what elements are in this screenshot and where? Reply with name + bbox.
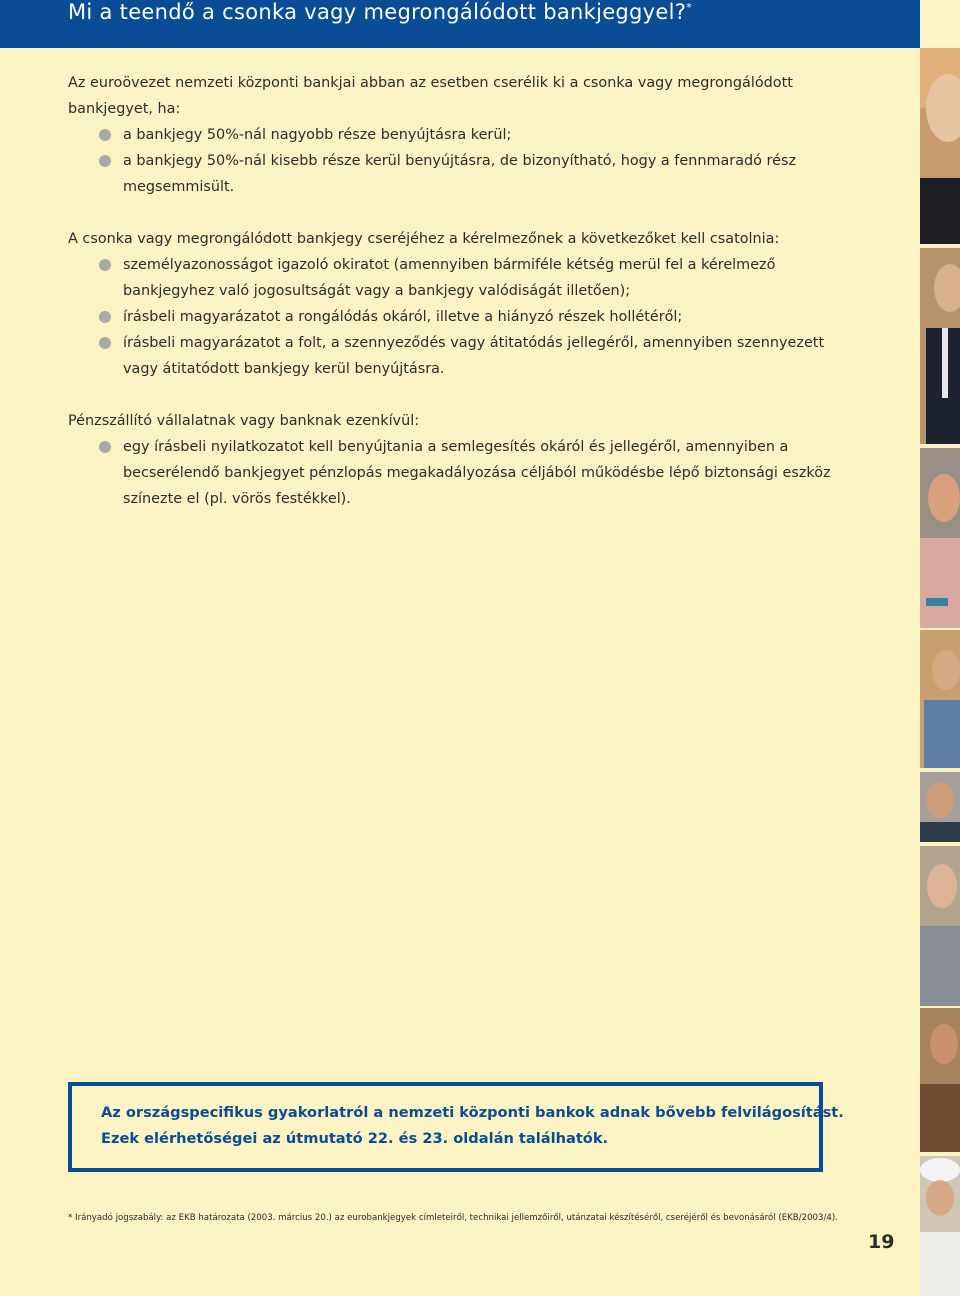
- list-item: személyazonosságot igazoló okiratot (amennyiben bármiféle kétség merül fel a kérelmező bankjegyhez való jogosultságát vagy a bankjegy valódiságát illetően);: [68, 252, 838, 304]
- bullet-icon: [99, 155, 111, 167]
- main-content: [68, 70, 838, 512]
- photo-young-woman: [920, 846, 960, 1006]
- footnote: * Irányadó jogszabály: az EKB határozata (2003. március 20.) az eurobankjegyek címleteiről, technikai jellemzőiről, utánzatai készítéséről, cseréjéről és bevonásáról (EKB/2003/4).: [68, 1213, 838, 1223]
- bullet-list: [68, 252, 838, 382]
- info-callout-box: [68, 1082, 844, 1172]
- bullet-list: [68, 434, 838, 512]
- photo-woman-smiling: [920, 48, 960, 244]
- callout-text-line-1: Az országspecifikus gyakorlatról a nemzeti központi bankok adnak bővebb felvilágosítást.: [101, 1104, 844, 1121]
- photo-man-in-suit: [920, 248, 960, 444]
- list-item: a bankjegy 50%-nál nagyobb része benyújtásra kerül;: [68, 122, 838, 148]
- bullet-icon: [99, 259, 111, 271]
- page-title: Mi a teendő a csonka vagy megrongálódott bankjeggyel?*: [68, 0, 693, 24]
- callout-text-line-2: Ezek elérhetőségei az útmutató 22. és 23. oldalán találhatók.: [101, 1130, 609, 1147]
- photo-strip: [920, 48, 960, 1296]
- photo-woman-at-counter: [920, 448, 960, 628]
- footnote-marker: *: [686, 1, 693, 14]
- photo-smiling-man: [920, 772, 960, 842]
- page-number: 19: [868, 1231, 895, 1253]
- photo-baker: [920, 1156, 960, 1296]
- bullet-list: [68, 122, 838, 200]
- list-item: egy írásbeli nyilatkozatot kell benyújtania a semlegesítés okáról és jellegéről, amennyiben a becserélendő bankjegyet pénzlopás megakadályozása céljából működésbe lépő biztonsági eszköz színezte el (pl. vörös festékkel).: [68, 434, 838, 512]
- bullet-icon: [99, 441, 111, 453]
- section-intro: Az euroövezet nemzeti központi bankjai abban az esetben cserélik ki a csonka vagy megrongálódott bankjegyet, ha:: [68, 75, 793, 117]
- list-item: írásbeli magyarázatot a folt, a szennyeződés vagy átitatódás jellegéről, amennyiben szennyezett vagy átitatódott bankjegy kerül benyújtásra.: [68, 330, 838, 382]
- section-intro: A csonka vagy megrongálódott bankjegy cseréjéhez a kérelmezőnek a következőket kell csatolnia:: [68, 231, 780, 247]
- photo-man-with-glasses: [920, 1008, 960, 1152]
- photo-shop-worker: [920, 630, 960, 768]
- bullet-icon: [99, 337, 111, 349]
- list-item: írásbeli magyarázatot a rongálódás okáról, illetve a hiányzó részek hollétéről;: [68, 304, 838, 330]
- bullet-icon: [99, 311, 111, 323]
- list-item: a bankjegy 50%-nál kisebb része kerül benyújtásra, de bizonyítható, hogy a fennmaradó rész megsemmisült.: [68, 148, 838, 200]
- section-intro: Pénzszállító vállalatnak vagy banknak ezenkívül:: [68, 413, 420, 429]
- bullet-icon: [99, 129, 111, 141]
